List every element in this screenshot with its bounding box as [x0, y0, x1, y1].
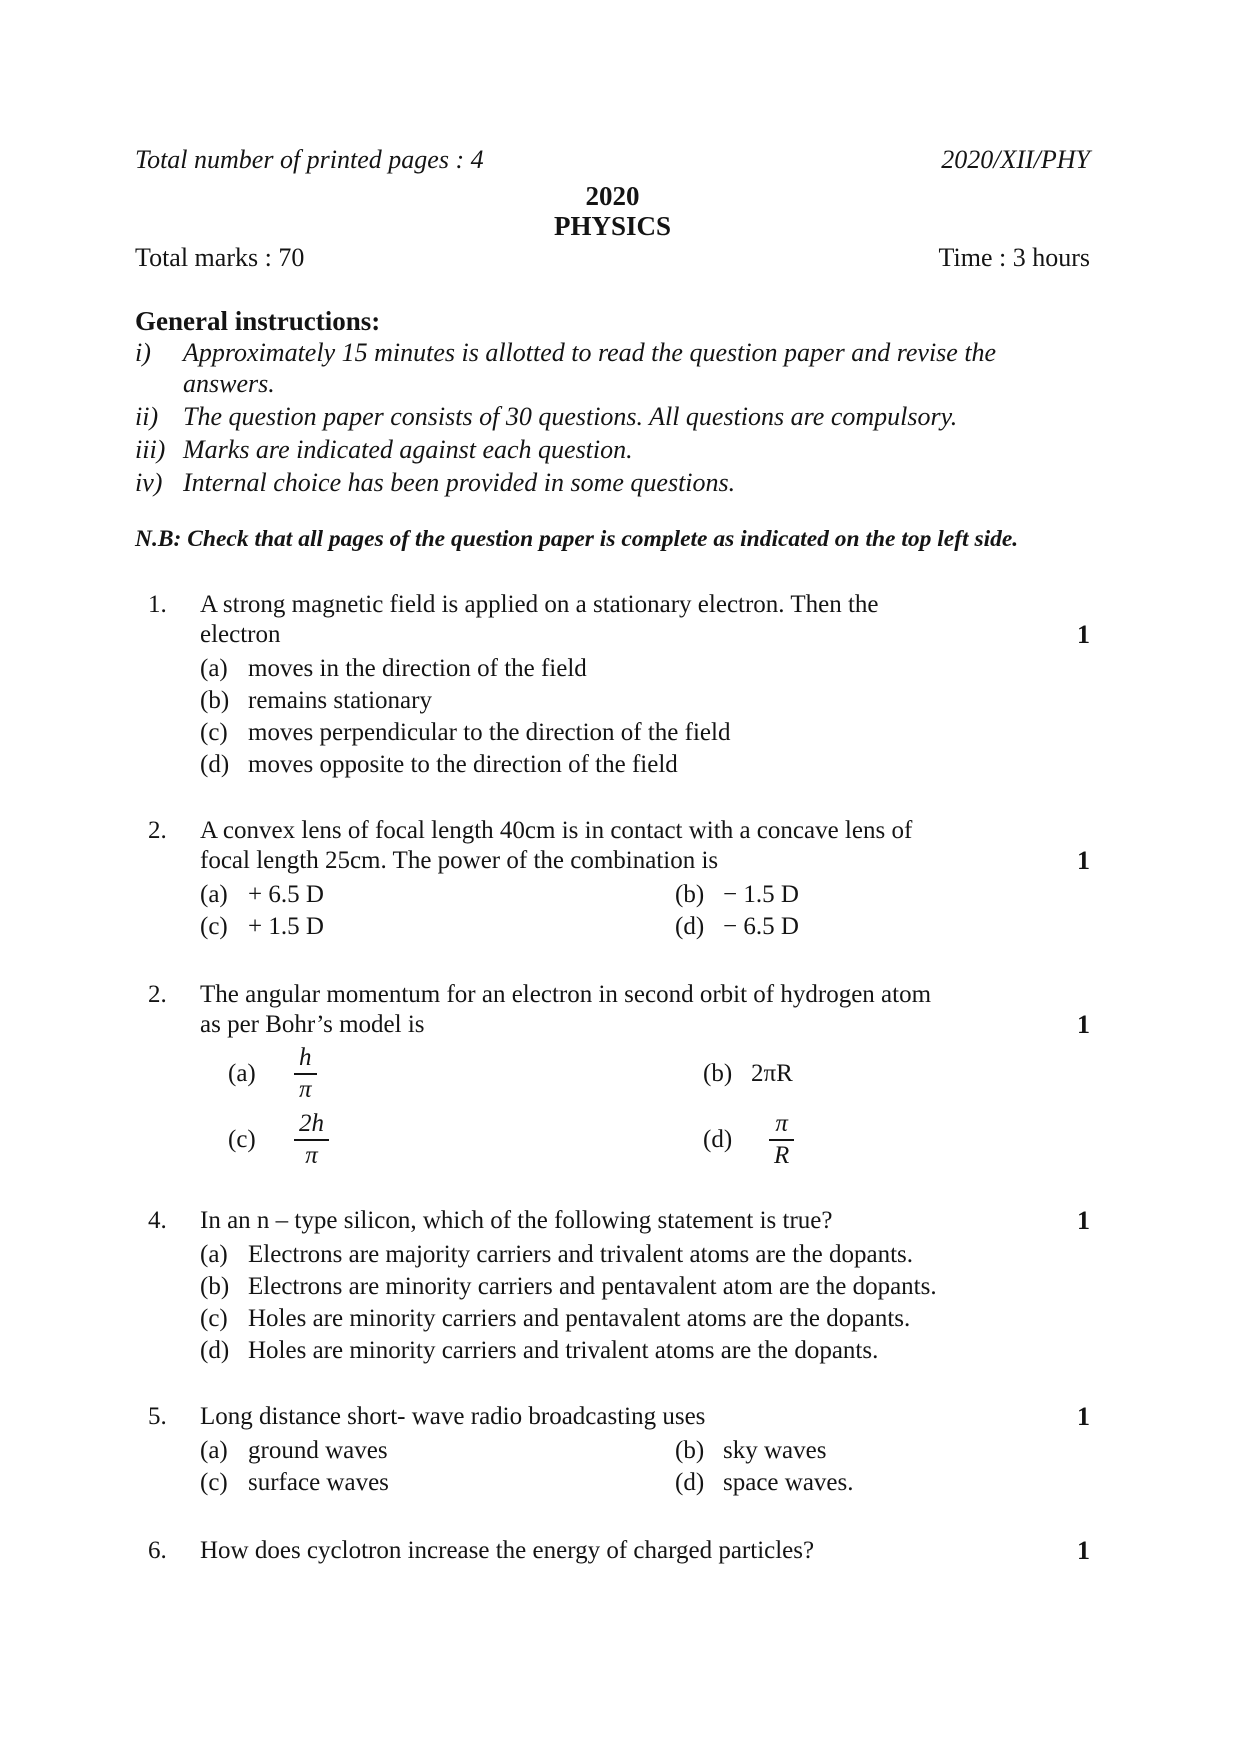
instruction-line: The question paper consists of 30 questions. All questions are compulsory. — [183, 402, 958, 431]
option-label: (b) — [675, 1437, 705, 1464]
fraction-bar — [294, 1073, 317, 1075]
question-stem — [200, 590, 1045, 650]
option-label: (c) — [200, 1305, 228, 1332]
option-text: Holes are minority carriers and trivalent atoms are the dopants. — [248, 1337, 879, 1364]
option-text: sky waves — [723, 1437, 827, 1464]
fraction — [769, 1110, 794, 1170]
header-marks-row — [135, 243, 1090, 273]
option-d — [200, 750, 1045, 780]
option-a — [200, 1436, 675, 1466]
question-6 — [135, 1536, 1090, 1566]
question-marks: 1 — [1077, 1536, 1090, 1565]
option-a — [200, 880, 675, 910]
general-instructions-title: General instructions: — [135, 306, 381, 336]
fraction-denominator: π — [299, 1076, 312, 1103]
option-d — [200, 1336, 1045, 1366]
instruction-line: answers. — [183, 369, 275, 398]
option-c — [200, 718, 1045, 748]
question-options — [200, 1044, 1045, 1170]
question-1 — [135, 590, 1090, 780]
option-b — [200, 1272, 1045, 1302]
fraction-numerator: π — [775, 1110, 788, 1137]
question-options — [200, 1436, 1045, 1500]
option-text: 2πR — [751, 1060, 793, 1087]
option-text: Electrons are majority carriers and trivalent atoms are the dopants. — [248, 1241, 914, 1268]
option-label: (d) — [675, 913, 705, 940]
question-options — [200, 654, 1045, 780]
instruction-line: Approximately 15 minutes is allotted to read the question paper and revise the — [183, 338, 997, 367]
instruction-text — [183, 401, 1090, 432]
question-marks: 1 — [1077, 1010, 1090, 1039]
option-b — [200, 686, 1045, 716]
option-label: (c) — [200, 1469, 228, 1496]
option-text: moves in the direction of the field — [248, 655, 587, 682]
subject-title: PHYSICS — [553, 211, 672, 241]
instruction-label: iv) — [135, 468, 163, 497]
question-3 — [135, 980, 1090, 1170]
option-label: (b) — [675, 881, 705, 908]
stem-line: focal length 25cm. The power of the combination is — [200, 847, 719, 874]
paper-code: 2020/XII/PHY — [941, 145, 1090, 174]
question-head — [135, 1402, 1090, 1432]
question-stem — [200, 816, 1045, 876]
stem-line: as per Bohr’s model is — [200, 1011, 425, 1038]
questions-section — [135, 590, 1090, 1566]
fraction-bar — [294, 1139, 329, 1141]
fraction-bar — [769, 1139, 794, 1141]
total-marks: Total marks : 70 — [135, 243, 305, 272]
question-head — [135, 816, 1090, 876]
exam-year: 2020 — [585, 181, 640, 211]
option-text: moves perpendicular to the direction of the field — [248, 719, 731, 746]
option-text: remains stationary — [248, 687, 432, 714]
question-head — [135, 590, 1090, 650]
question-options — [200, 880, 1045, 944]
option-b — [675, 1044, 1045, 1104]
option-b — [675, 880, 1045, 910]
instruction-text — [183, 434, 1090, 465]
question-marks: 1 — [1077, 620, 1090, 649]
instruction-line: Internal choice has been provided in some questions. — [183, 468, 736, 497]
option-text: space waves. — [723, 1469, 854, 1496]
question-number: 5. — [148, 1403, 167, 1430]
stem-line: The angular momentum for an electron in second orbit of hydrogen atom — [200, 981, 932, 1008]
option-text: + 6.5 D — [248, 881, 324, 908]
option-d — [675, 912, 1045, 942]
question-options — [200, 1240, 1045, 1366]
option-b — [675, 1436, 1045, 1466]
option-text: ground waves — [248, 1437, 388, 1464]
option-label: (a) — [200, 655, 228, 682]
question-5 — [135, 1402, 1090, 1500]
option-text: + 1.5 D — [248, 913, 324, 940]
option-label: (c) — [228, 1126, 256, 1153]
option-text: surface waves — [248, 1469, 389, 1496]
header-top-row — [135, 145, 1090, 175]
question-head — [135, 1536, 1090, 1566]
instruction-item — [135, 337, 1090, 399]
option-label: (d) — [703, 1126, 733, 1153]
question-stem — [200, 980, 1045, 1040]
question-number: 2. — [148, 817, 167, 844]
question-number: 4. — [148, 1207, 167, 1234]
stem-line: A convex lens of focal length 40cm is in contact with a concave lens of — [200, 817, 913, 844]
stem-line: How does cyclotron increase the energy of charged particles? — [200, 1537, 815, 1564]
fraction — [294, 1110, 329, 1170]
option-label: (d) — [200, 1337, 230, 1364]
stem-line: A strong magnetic field is applied on a stationary electron. Then the — [200, 591, 879, 618]
option-label: (b) — [200, 687, 230, 714]
option-c — [200, 1304, 1045, 1334]
exam-time: Time : 3 hours — [938, 243, 1090, 272]
option-label: (a) — [228, 1060, 256, 1087]
question-4 — [135, 1206, 1090, 1366]
question-stem — [200, 1402, 1045, 1432]
question-marks: 1 — [1077, 846, 1090, 875]
option-label: (a) — [200, 881, 228, 908]
question-head — [135, 980, 1090, 1040]
question-head — [135, 1206, 1090, 1236]
instruction-item — [135, 434, 1090, 465]
option-text: moves opposite to the direction of the field — [248, 751, 678, 778]
general-instructions-list — [135, 337, 1090, 498]
instruction-item — [135, 467, 1090, 498]
fraction-numerator: h — [299, 1044, 312, 1071]
instruction-text — [183, 337, 1090, 399]
instruction-label: i) — [135, 338, 151, 367]
option-text: Holes are minority carriers and pentavalent atoms are the dopants. — [248, 1305, 911, 1332]
printed-pages-note: Total number of printed pages : 4 — [135, 145, 484, 174]
question-number: 6. — [148, 1537, 167, 1564]
option-label: (d) — [200, 751, 230, 778]
option-c — [200, 1110, 675, 1170]
instruction-line: Marks are indicated against each question. — [183, 435, 633, 464]
nb-note: N.B: Check that all pages of the question paper is complete as indicated on the top left side. — [135, 526, 1019, 552]
option-label: (a) — [200, 1241, 228, 1268]
stem-line: electron — [200, 621, 281, 648]
option-label: (c) — [200, 719, 228, 746]
question-number: 1. — [148, 591, 167, 618]
option-d — [675, 1468, 1045, 1498]
option-text: Electrons are minority carriers and pentavalent atom are the dopants. — [248, 1273, 937, 1300]
instruction-item — [135, 401, 1090, 432]
option-label: (b) — [200, 1273, 230, 1300]
option-c — [200, 1468, 675, 1498]
question-stem — [200, 1206, 1045, 1236]
instruction-label: iii) — [135, 435, 166, 464]
instruction-label: ii) — [135, 402, 159, 431]
stem-line: Long distance short- wave radio broadcasting uses — [200, 1403, 706, 1430]
option-text: − 6.5 D — [723, 913, 799, 940]
option-label: (d) — [675, 1469, 705, 1496]
option-label: (a) — [200, 1437, 228, 1464]
question-2 — [135, 816, 1090, 944]
instruction-text — [183, 467, 1090, 498]
fraction-denominator: π — [305, 1142, 318, 1169]
option-d — [675, 1110, 1045, 1170]
question-marks: 1 — [1077, 1206, 1090, 1235]
option-label: (b) — [703, 1060, 733, 1087]
stem-line: In an n – type silicon, which of the following statement is true? — [200, 1207, 833, 1234]
option-a — [200, 1240, 1045, 1270]
option-text: − 1.5 D — [723, 881, 799, 908]
option-a — [200, 654, 1045, 684]
fraction-numerator: 2h — [299, 1110, 324, 1137]
option-c — [200, 912, 675, 942]
fraction — [294, 1044, 317, 1104]
option-label: (c) — [200, 913, 228, 940]
question-stem — [200, 1536, 1045, 1566]
question-marks: 1 — [1077, 1402, 1090, 1431]
question-number: 2. — [148, 981, 167, 1008]
fraction-denominator: R — [774, 1142, 790, 1169]
option-a — [200, 1044, 675, 1104]
